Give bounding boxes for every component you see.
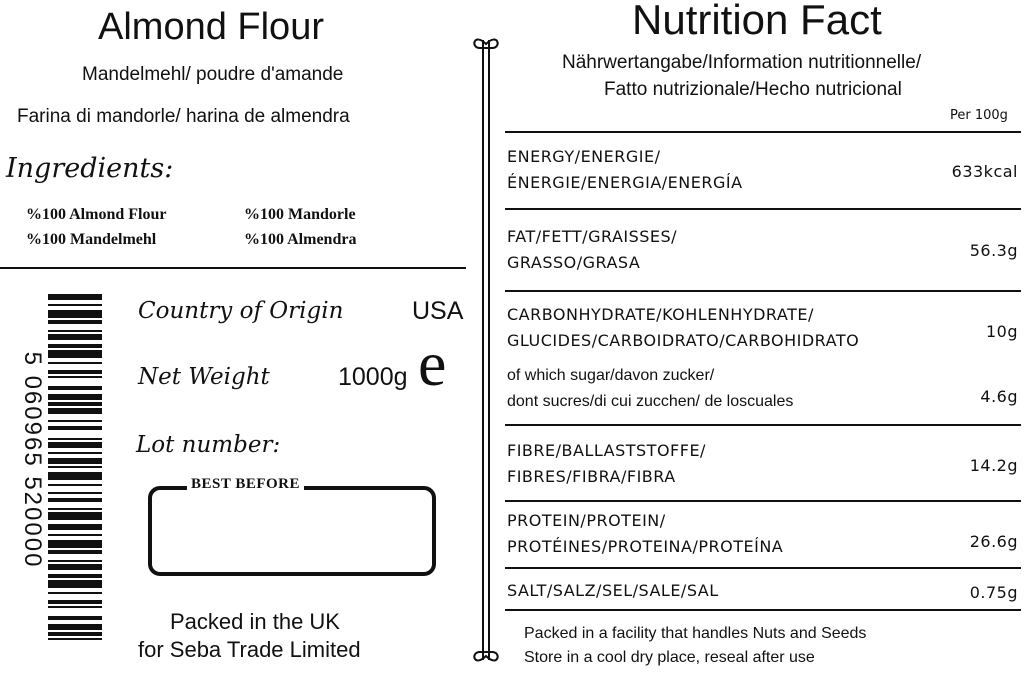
barcode-digits: 5 060965 520000	[19, 351, 46, 569]
barcode-bar	[48, 580, 102, 588]
barcode-bar	[48, 304, 102, 306]
barcode-bar	[48, 524, 102, 530]
nutrition-row-label: SALT/SALZ/SEL/SALE/SAL	[507, 581, 719, 600]
net-weight-label: Net Weight	[138, 364, 270, 390]
barcode-bar	[48, 426, 102, 430]
best-before-box	[148, 486, 436, 576]
barcode-bar	[48, 540, 102, 548]
barcode-bar	[48, 402, 102, 406]
barcode-bar	[48, 492, 102, 494]
barcode-bar	[48, 484, 102, 486]
country-label: Country of Origin	[138, 298, 344, 324]
ingredient-item: %100 Mandorle	[244, 206, 356, 223]
barcode-bar	[48, 498, 102, 502]
lot-number-label: Lot number:	[136, 432, 281, 458]
barcode-bar	[48, 458, 102, 464]
barcode-bar	[48, 606, 102, 608]
product-title: Almond Flour	[98, 6, 324, 48]
barcode-bar	[48, 344, 102, 348]
barcode-bar	[48, 370, 102, 374]
table-rule	[505, 131, 1021, 133]
nutrition-row-label: FAT/FETT/GRAISSES/ GRASSO/GRASA	[507, 227, 678, 272]
footer-line-1: Packed in a facility that handles Nuts and Seeds	[524, 625, 867, 642]
nutrition-subtitle-1: Nährwertangabe/Information nutritionnelle/	[562, 52, 922, 73]
barcode-bar	[48, 442, 102, 448]
barcode-bar	[48, 472, 102, 480]
barcode-bar	[48, 638, 102, 640]
table-rule	[505, 208, 1021, 210]
barcode-bar	[48, 574, 102, 578]
nutrition-row-value: 4.6g	[980, 387, 1018, 406]
nutrition-row-value: 0.75g	[969, 583, 1018, 602]
table-rule	[505, 500, 1021, 502]
table-rule	[505, 609, 1021, 611]
nutrition-row-label: CARBONHYDRATE/KOHLENHYDRATE/ GLUCIDES/CARBOIDRATO/CARBOHIDRATO	[507, 305, 860, 350]
table-rule	[505, 290, 1021, 292]
nutrition-row-value: 633kcal	[951, 162, 1018, 181]
barcode-bar	[48, 564, 102, 570]
barcode-bar	[48, 386, 102, 390]
estimated-sign-icon: e	[418, 328, 447, 399]
left-divider-line	[0, 267, 466, 269]
barcode-bar	[48, 624, 102, 630]
ingredient-item: %100 Mandelmehl	[26, 231, 157, 248]
barcode-bar	[48, 362, 102, 364]
ingredient-item: %100 Almendra	[244, 231, 357, 248]
nutrition-subtitle-2: Fatto nutrizionale/Hecho nutricional	[604, 79, 902, 100]
barcode-bar	[48, 420, 102, 422]
per-100g-label: Per 100g	[950, 108, 1008, 123]
barcode-bar	[48, 438, 102, 440]
best-before-label: BEST BEFORE	[187, 476, 304, 493]
barcode-bar	[48, 508, 102, 510]
nutrition-row-label: PROTEIN/PROTEIN/ PROTÉINES/PROTEINA/PROTEÍNA	[507, 511, 784, 556]
ingredient-item: %100 Almond Flour	[26, 206, 167, 223]
packed-line-2: for Seba Trade Limited	[138, 637, 361, 662]
barcode-bar	[48, 616, 102, 620]
barcode-bar	[48, 294, 102, 300]
barcode-bars	[48, 294, 102, 640]
table-rule	[505, 424, 1021, 426]
footer-line-2: Store in a cool dry place, reseal after use	[524, 649, 815, 666]
barcode-bar	[48, 330, 102, 332]
barcode-bar	[48, 512, 102, 520]
net-weight-value: 1000g	[338, 363, 408, 391]
barcode-bar	[48, 376, 102, 378]
barcode-bar	[48, 560, 102, 562]
nutrition-title: Nutrition Fact	[632, 0, 882, 43]
nutrition-row-label: ENERGY/ENERGIE/ ÉNERGIE/ENERGIA/ENERGÍA	[507, 147, 743, 192]
barcode-bar	[48, 320, 102, 324]
barcode-bar	[48, 394, 102, 400]
barcode-bar	[48, 592, 102, 594]
nutrition-row-value: 10g	[985, 322, 1018, 341]
product-subtitle-1: Mandelmehl/ poudre d'amande	[82, 64, 344, 85]
ingredients-heading: Ingredients:	[6, 153, 174, 184]
barcode-bar	[48, 550, 102, 554]
nutrition-row-value: 26.6g	[969, 532, 1018, 551]
barcode-bar	[48, 534, 102, 536]
barcode-bar	[48, 632, 102, 636]
barcode-bar	[48, 350, 102, 358]
barcode-bar	[48, 310, 102, 318]
center-divider	[466, 30, 506, 674]
product-subtitle-2: Farina di mandorle/ harina de almendra	[17, 106, 350, 127]
nutrition-row-value: 14.2g	[969, 456, 1018, 475]
barcode-bar	[48, 466, 102, 468]
packed-line-1: Packed in the UK	[170, 609, 340, 634]
table-rule	[505, 567, 1021, 569]
nutrition-row-value: 56.3g	[969, 241, 1018, 260]
barcode-bar	[48, 452, 102, 454]
nutrition-row-label: of which sugar/davon zucker/ dont sucres/di cui zucchen/ de loscuales	[507, 367, 794, 410]
barcode-bar	[48, 334, 102, 340]
country-value: USA	[412, 297, 464, 325]
nutrition-row-label: FIBRE/BALLASTSTOFFE/ FIBRES/FIBRA/FIBRA	[507, 441, 706, 486]
barcode-bar	[48, 600, 102, 604]
barcode-bar	[48, 408, 102, 414]
